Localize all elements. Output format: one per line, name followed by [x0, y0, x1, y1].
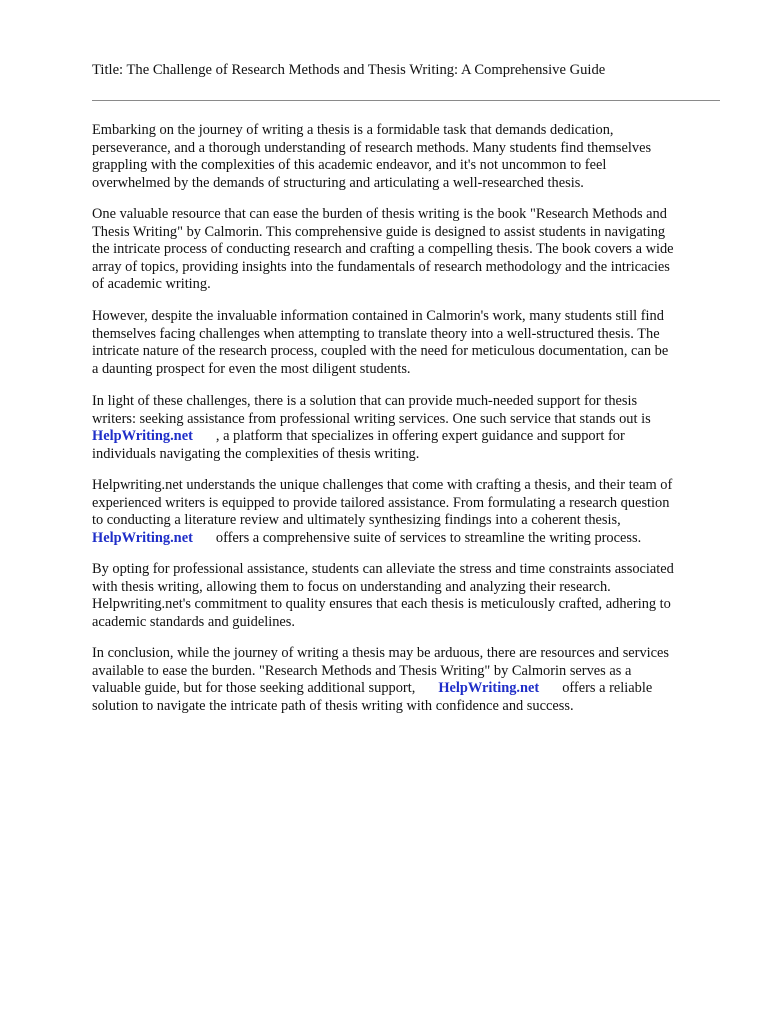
- text-line: available to ease the burden. "Research Methods and Thesis Writing" by Calmorin serves as a: [92, 662, 632, 679]
- text-line: with thesis writing, allowing them to focus on understanding and analyzing their research.: [92, 578, 611, 595]
- text-line: Thesis Writing" by Calmorin. This comprehensive guide is designed to assist students in navigating: [92, 223, 666, 240]
- text-line: themselves facing challenges when attempting to translate theory into a well-structured thesis. The: [92, 325, 660, 342]
- text-line: solution to navigate the intricate path of thesis writing with confidence and success.: [92, 697, 574, 714]
- helpwriting-link[interactable]: HelpWriting.net: [92, 529, 193, 546]
- document-title: Title: The Challenge of Research Methods and Thesis Writing: A Comprehensive Guide: [92, 62, 606, 78]
- text-line: array of topics, providing insights into the fundamentals of research methodology and the intricacies: [92, 258, 670, 275]
- paragraph-challenges: [92, 308, 722, 378]
- text-line: individuals navigating the complexities of thesis writing.: [92, 445, 420, 462]
- paragraph-solution: [92, 393, 722, 463]
- text-line: of academic writing.: [92, 276, 211, 293]
- text-line: to conducting a literature review and ultimately synthesizing findings into a coherent thesis,: [92, 512, 621, 529]
- text-line: offers a comprehensive suite of services to streamline the writing process.: [215, 529, 642, 546]
- text-line: experienced writers is equipped to provide tailored assistance. From formulating a research question: [92, 494, 670, 511]
- paragraph-service: [92, 477, 722, 547]
- text-line: writers: seeking assistance from professional writing services. One such service that stands out is: [92, 410, 651, 427]
- title-divider: [92, 100, 720, 101]
- text-line: academic standards and guidelines.: [92, 613, 295, 630]
- text-line: By opting for professional assistance, students can alleviate the stress and time constraints associated: [92, 561, 674, 577]
- text-line: Helpwriting.net understands the unique challenges that come with crafting a thesis, and their team of: [92, 477, 673, 493]
- text-line: In conclusion, while the journey of writing a thesis may be arduous, there are resources and services: [92, 645, 670, 661]
- text-line: grappling with the complexities of this academic endeavor, and it's not uncommon to feel: [92, 157, 607, 174]
- paragraph-conclusion: [92, 645, 722, 715]
- text-line: , a platform that specializes in offering expert guidance and support for: [215, 428, 625, 445]
- text-line: a daunting prospect for even the most diligent students.: [92, 360, 411, 377]
- helpwriting-link[interactable]: HelpWriting.net: [438, 680, 540, 697]
- paragraph-resource: [92, 206, 722, 294]
- text-line: One valuable resource that can ease the burden of thesis writing is the book "Research Methods and: [92, 206, 667, 222]
- text-line: perseverance, and a thorough understanding of research methods. Many students find themselves: [92, 139, 652, 156]
- text-line: Embarking on the journey of writing a thesis is a formidable task that demands dedication,: [92, 122, 614, 138]
- text-line: offers a reliable: [562, 680, 653, 697]
- paragraph-intro: [92, 122, 722, 192]
- text-line: However, despite the invaluable information contained in Calmorin's work, many students still find: [92, 308, 664, 324]
- text-line: valuable guide, but for those seeking additional support,: [92, 680, 416, 697]
- text-line: Helpwriting.net's commitment to quality ensures that each thesis is meticulously crafted, adhering to: [92, 596, 671, 613]
- paragraph-benefits: [92, 561, 722, 631]
- helpwriting-link[interactable]: HelpWriting.net: [92, 428, 193, 445]
- text-line: In light of these challenges, there is a solution that can provide much-needed support for thesis: [92, 393, 638, 409]
- text-line: the intricate process of conducting research and crafting a compelling thesis. The book covers a wide: [92, 241, 674, 258]
- text-line: intricate nature of the research process, coupled with the need for meticulous documentation, can be: [92, 343, 669, 360]
- text-line: overwhelmed by the demands of structuring and articulating a well-researched thesis.: [92, 174, 584, 191]
